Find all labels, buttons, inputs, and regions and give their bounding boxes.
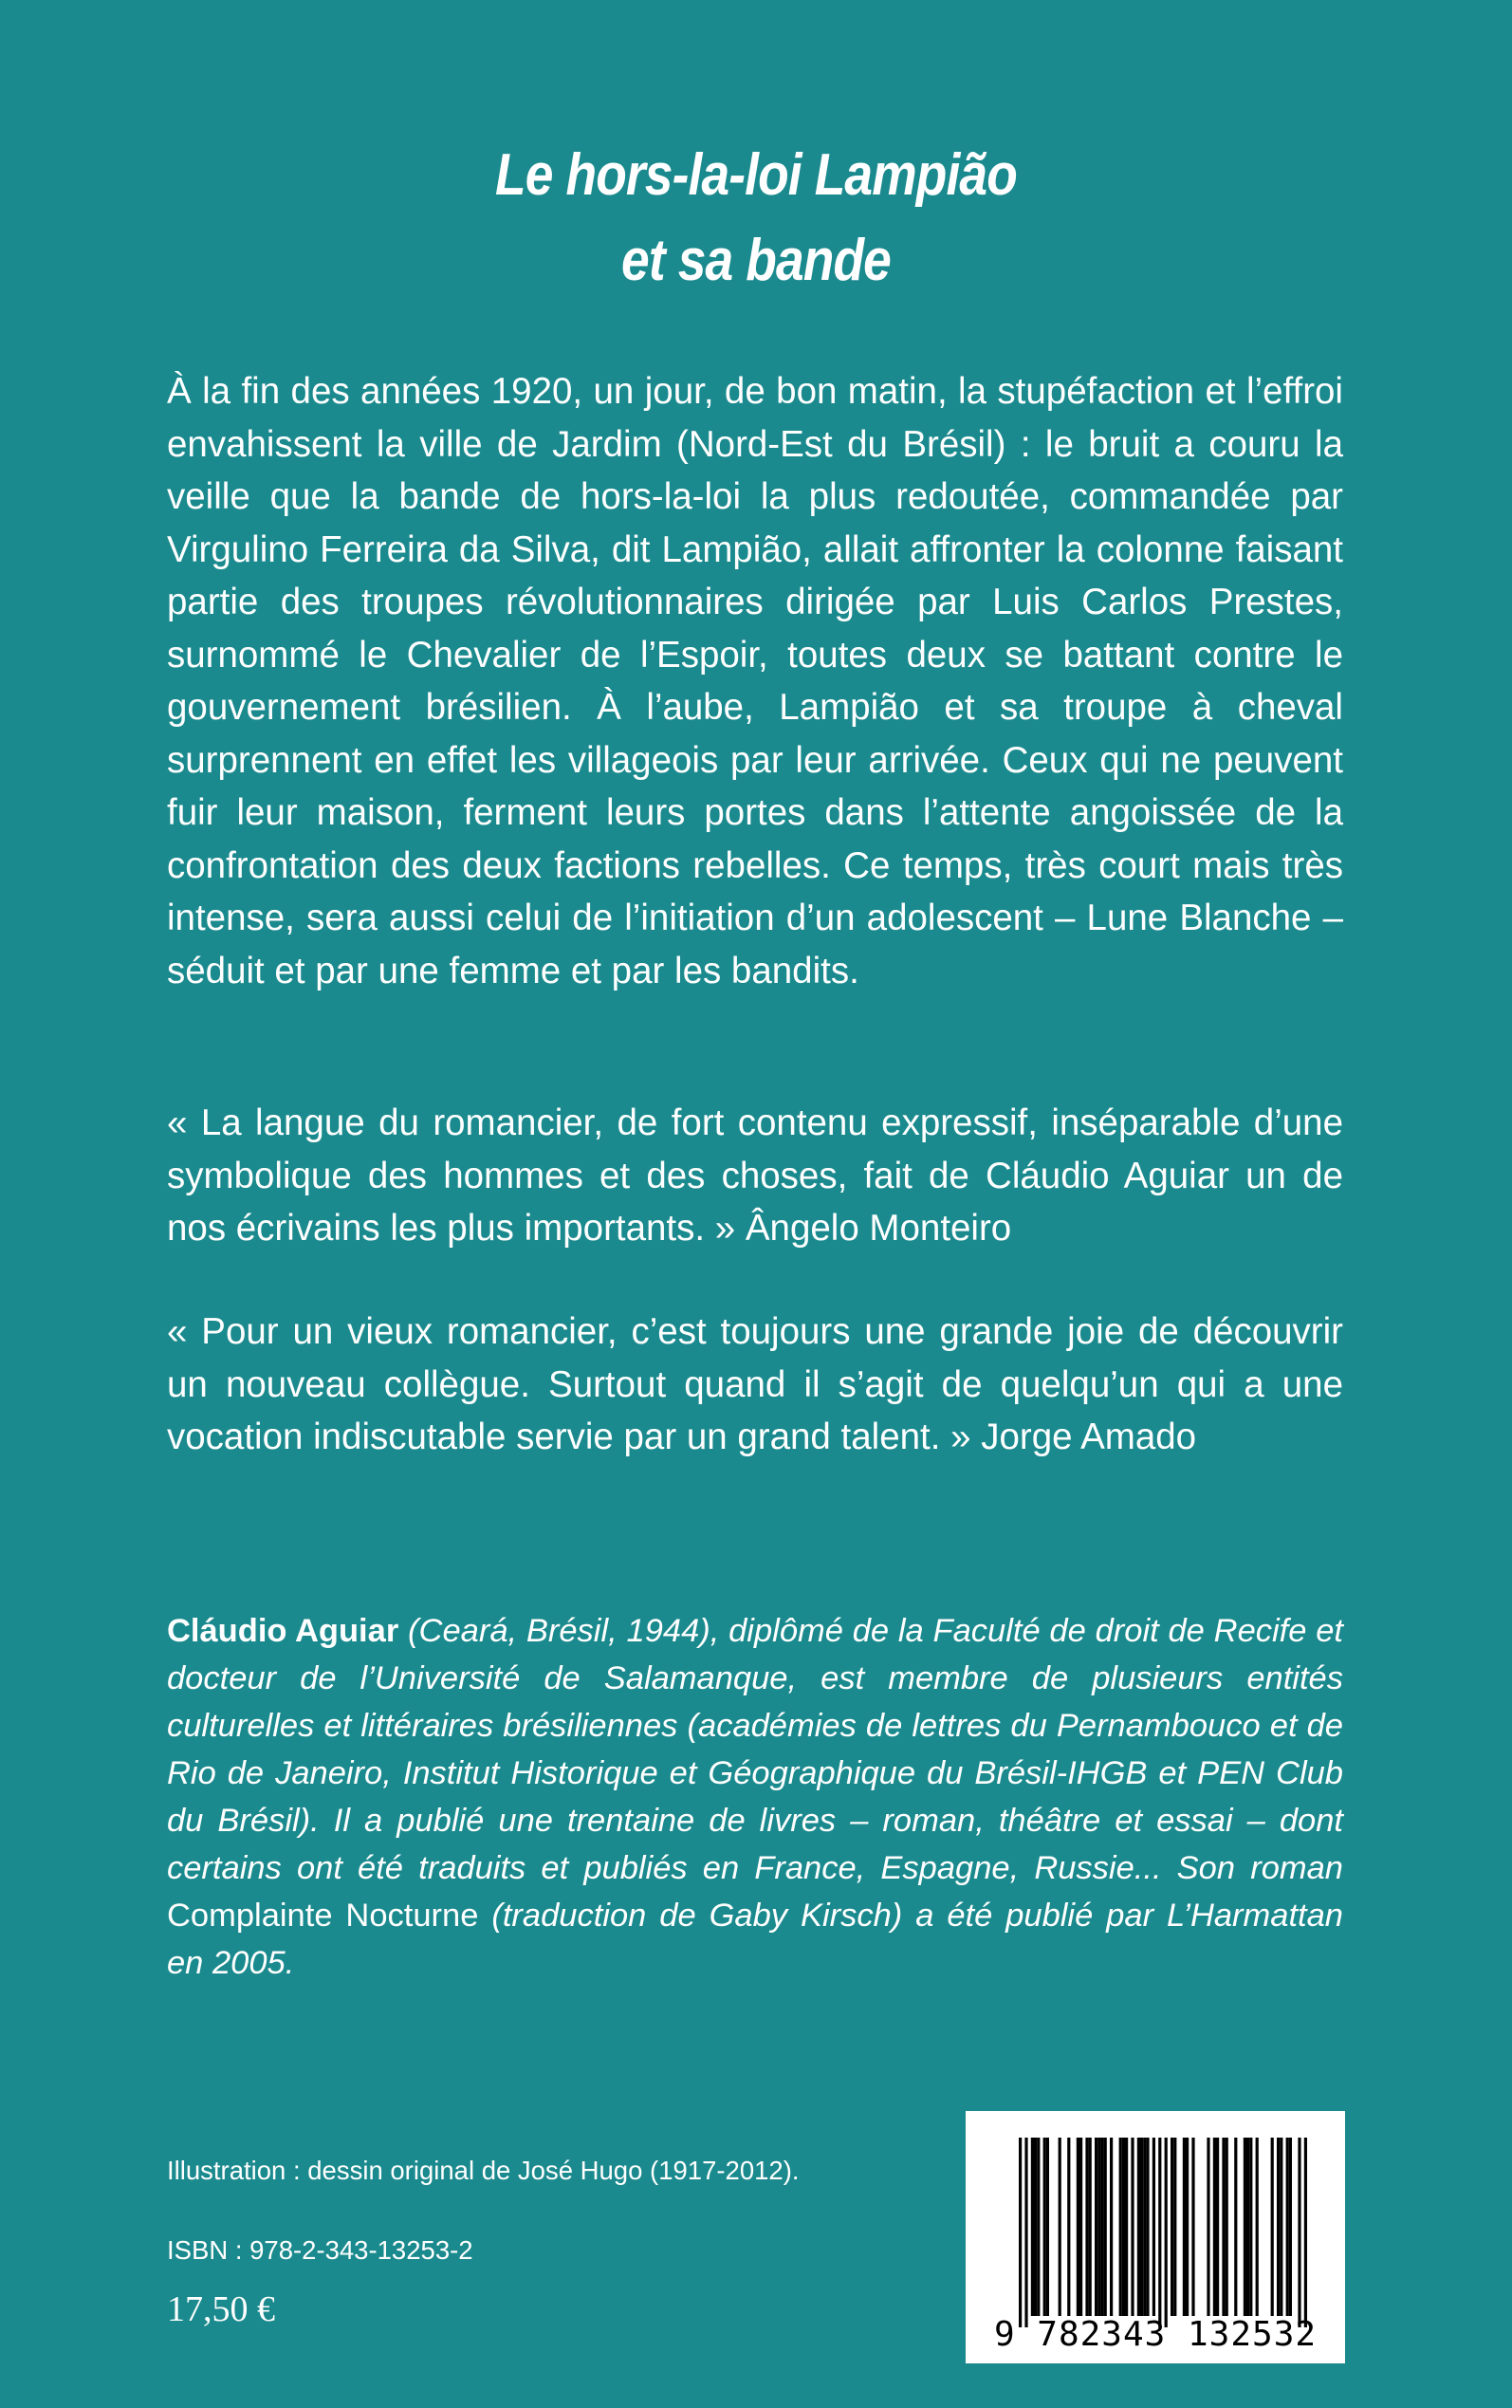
barcode-guard-bar [1158, 2138, 1161, 2327]
review-quote-monteiro: « La langue du romancier, de fort contenu expressif, inséparable d’une symbolique des hommes et des choses, fait de Cláudio Aguiar un de nos écrivains les plus importants. » Ângelo Monteiro [167, 1102, 1343, 1249]
barcode-bar [1077, 2138, 1079, 2316]
barcode-guard-bar [1024, 2138, 1027, 2327]
book-title [106, 133, 1407, 304]
barcode-bar [1119, 2138, 1122, 2316]
barcode-bar [1031, 2138, 1034, 2316]
barcode-bar [1079, 2138, 1082, 2316]
barcode-bar [1213, 2138, 1216, 2316]
barcode-bar [1226, 2138, 1228, 2316]
barcode-bar [1256, 2138, 1259, 2316]
barcode-bar [1059, 2138, 1061, 2316]
barcode-guard-bar [1304, 2138, 1307, 2327]
barcode-guard-bar [1019, 2138, 1022, 2327]
barcode-bar [1244, 2138, 1246, 2316]
barcode-bar [1146, 2138, 1149, 2316]
barcode-bar [1043, 2138, 1046, 2316]
referenced-book-title: Complainte Nocturne [167, 1898, 479, 1934]
barcode-digits: 9 782343 132532 [993, 2315, 1318, 2354]
barcode-bar [1173, 2138, 1176, 2316]
barcode-bar [1183, 2138, 1186, 2316]
barcode-guard-bar [1298, 2138, 1300, 2327]
book-title-line-2: et sa bande [621, 228, 891, 293]
barcode-bar [1046, 2138, 1049, 2316]
barcode-bar [1125, 2138, 1128, 2316]
barcode-bar [1137, 2138, 1140, 2316]
author-bio-text-2: (traduction de Gaby Kirsch) a été publié par L’Harmattan en 2005. [167, 1898, 1343, 1981]
barcode-bar [1085, 2138, 1088, 2316]
barcode-bar [1095, 2138, 1097, 2316]
barcode-bar [1171, 2138, 1173, 2316]
review-quote-amado: « Pour un vieux romancier, c’est toujours une grande joie de découvrir un nouveau collègue. Surtout quand il s’agit de quelqu’un qui a une vocation indiscutable servie par un grand talent. » Jorge Amado [167, 1311, 1343, 1457]
author-biography [167, 1607, 1343, 1987]
barcode-bar [1186, 2138, 1189, 2316]
barcode-bar [1110, 2138, 1113, 2316]
barcode-bar [1143, 2138, 1146, 2316]
author-bio-text-1: (Ceará, Brésil, 1944), diplômé de la Faculté de droit de Recife et docteur de l’Université de Salamanque, est membre de plusieurs entités culturelles et littéraires brésiliennes (académies de lettres du Pernambouco et de Rio de Janeiro, Institut Historique et Géographique du Brésil-IHGB et PEN Club du Brésil). Il a publié une trentaine de livres – roman, théâtre et essai – dont certains ont été traduits et publiés en France, Espagne, Russie... Son roman [167, 1613, 1344, 1886]
barcode-bar [1122, 2138, 1125, 2316]
barcode-bar [1097, 2138, 1100, 2316]
barcode-bar [1222, 2138, 1225, 2316]
barcode-guard-bar [1165, 2138, 1168, 2327]
barcode-bar [1249, 2138, 1252, 2316]
barcode-bar [1067, 2138, 1070, 2316]
barcode-bar [1271, 2138, 1274, 2316]
barcode-bar [1289, 2138, 1292, 2316]
author-name: Cláudio Aguiar [167, 1613, 399, 1649]
barcode-bar [1140, 2138, 1143, 2316]
barcode-bar [1234, 2138, 1237, 2316]
barcode-bar [1034, 2138, 1037, 2316]
barcode-bar [1207, 2138, 1209, 2316]
barcode-bar [1277, 2138, 1280, 2316]
barcode-bar [1191, 2138, 1194, 2316]
barcode-bar [1216, 2138, 1219, 2316]
illustration-credit: Illustration : dessin original de José Hugo (1917-2012). [167, 2156, 800, 2185]
book-summary: À la fin des années 1920, un jour, de bon matin, la stupéfaction et l’effroi envahissent la ville de Jardim (Nord-Est du Brésil) : le bruit a couru la veille que la bande de hors-la-loi la plus redoutée, commandée par Virgulino Ferreira da Silva, dit Lampião, allait affronter la colonne faisant partie des troupes révolutionnaires dirigée par Luis Carlos Prestes, surnommé le Chevalier de l’Espoir, toutes deux se battant contre le gouvernement brésilien. À l’aube, Lampião et sa troupe à cheval surprennent en effet les villageois par leur arrivée. Ceux qui ne peuvent fuir leur maison, ferment leurs portes dans l’attente angoissée de la confrontation des deux factions rebelles. Ce temps, très court mais très intense, sera aussi celui de l’initiation d’un adolescent – Lune Blanche – séduit et par une femme et par les bandits. [167, 371, 1343, 991]
barcode-bar [1286, 2138, 1289, 2316]
barcode-bar [1104, 2138, 1107, 2316]
isbn-number: ISBN : 978-2-343-13253-2 [167, 2235, 473, 2265]
barcode-bar [1246, 2138, 1249, 2316]
barcode-bar [1037, 2138, 1040, 2316]
price-label: 17,50 € [167, 2289, 275, 2329]
barcode-bar [1100, 2138, 1103, 2316]
barcode-bar [1152, 2138, 1155, 2316]
barcode-bar [1131, 2138, 1134, 2316]
barcode-panel [966, 2111, 1345, 2363]
barcode-bar [1280, 2138, 1282, 2316]
barcode-bar [1089, 2138, 1092, 2316]
book-title-line-1: Le hors-la-loi Lampião [495, 142, 1017, 208]
